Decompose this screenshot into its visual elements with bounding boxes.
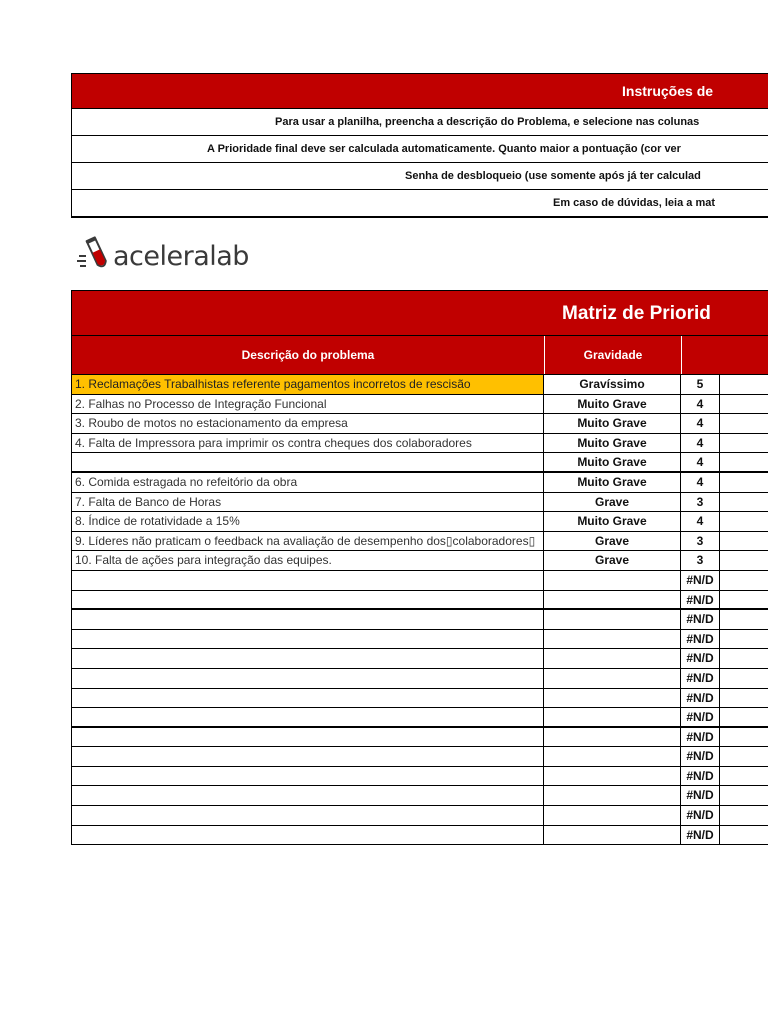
gravidade-cell[interactable]: Muito Grave (544, 512, 681, 531)
valor-cell[interactable]: 5 (681, 375, 720, 394)
descricao-cell[interactable] (72, 728, 544, 747)
instructions-block (71, 73, 768, 218)
table-row (71, 630, 768, 650)
gravidade-cell[interactable] (544, 649, 681, 668)
gravidade-cell[interactable]: Muito Grave (544, 453, 681, 471)
table-row (71, 375, 768, 395)
instruction-row[interactable] (72, 135, 768, 162)
valor-cell[interactable]: #N/D (681, 571, 720, 590)
matrix-body (71, 375, 768, 845)
gravidade-cell[interactable]: Gravíssimo (544, 375, 681, 394)
valor-cell[interactable]: 4 (681, 395, 720, 414)
descricao-cell[interactable] (72, 610, 544, 629)
valor-cell[interactable]: #N/D (681, 728, 720, 747)
descricao-cell[interactable] (72, 453, 544, 471)
valor-cell[interactable]: 3 (681, 532, 720, 551)
table-row (71, 708, 768, 728)
gravidade-cell[interactable] (544, 669, 681, 688)
valor-cell[interactable]: #N/D (681, 649, 720, 668)
gravidade-cell[interactable]: Grave (544, 493, 681, 512)
table-row (71, 610, 768, 630)
table-row (71, 434, 768, 454)
valor-cell[interactable]: 3 (681, 551, 720, 570)
descricao-cell[interactable]: 1. Reclamações Trabalhistas referente pagamentos incorretos de rescisão (72, 375, 544, 394)
gravidade-cell[interactable] (544, 728, 681, 747)
gravidade-cell[interactable] (544, 571, 681, 590)
table-row (71, 512, 768, 532)
valor-cell[interactable]: #N/D (681, 806, 720, 825)
gravidade-cell[interactable]: Grave (544, 532, 681, 551)
table-row (71, 532, 768, 552)
gravidade-cell[interactable] (544, 786, 681, 805)
gravidade-cell[interactable]: Grave (544, 551, 681, 570)
descricao-cell[interactable] (72, 689, 544, 708)
matrix-header-row (71, 336, 768, 375)
gravidade-cell[interactable] (544, 610, 681, 629)
column-header-valor[interactable] (682, 336, 721, 374)
descricao-cell[interactable]: 7. Falta de Banco de Horas (72, 493, 544, 512)
table-row (71, 551, 768, 571)
valor-cell[interactable]: 3 (681, 493, 720, 512)
descricao-cell[interactable] (72, 708, 544, 726)
column-header-descricao[interactable]: Descrição do problema (72, 336, 545, 374)
gravidade-cell[interactable] (544, 689, 681, 708)
instructions-title (72, 74, 768, 108)
table-row (71, 767, 768, 787)
gravidade-cell[interactable]: Muito Grave (544, 414, 681, 433)
gravidade-cell[interactable] (544, 806, 681, 825)
descricao-cell[interactable] (72, 767, 544, 786)
column-header-gravidade[interactable]: Gravidade (545, 336, 682, 374)
instruction-row[interactable] (72, 108, 768, 135)
descricao-cell[interactable] (72, 747, 544, 766)
valor-cell[interactable]: 4 (681, 434, 720, 453)
descricao-cell[interactable]: 3. Roubo de motos no estacionamento da empresa (72, 414, 544, 433)
gravidade-cell[interactable]: Muito Grave (544, 395, 681, 414)
descricao-cell[interactable] (72, 669, 544, 688)
gravidade-cell[interactable]: Muito Grave (544, 434, 681, 453)
valor-cell[interactable]: 4 (681, 473, 720, 492)
instruction-text: A Prioridade final deve ser calculada automaticamente. Quanto maior a pontuação (cor ver (207, 143, 681, 155)
descricao-cell[interactable]: 2. Falhas no Processo de Integração Funcional (72, 395, 544, 414)
valor-cell[interactable]: #N/D (681, 826, 720, 845)
valor-cell[interactable]: #N/D (681, 708, 720, 726)
instruction-row[interactable] (72, 189, 768, 216)
aceleralab-logo (77, 233, 249, 275)
valor-cell[interactable]: #N/D (681, 610, 720, 629)
test-tube-icon (77, 234, 111, 274)
table-row (71, 747, 768, 767)
descricao-cell[interactable]: 4. Falta de Impressora para imprimir os contra cheques dos colaboradores (72, 434, 544, 453)
logo-text: aceleralab (113, 240, 249, 272)
descricao-cell[interactable]: 6. Comida estragada no refeitório da obra (72, 473, 544, 492)
gravidade-cell[interactable] (544, 708, 681, 726)
valor-cell[interactable]: #N/D (681, 689, 720, 708)
valor-cell[interactable]: #N/D (681, 669, 720, 688)
instruction-text: Para usar a planilha, preencha a descrição do Problema, e selecione nas colunas (275, 116, 700, 128)
gravidade-cell[interactable] (544, 767, 681, 786)
valor-cell[interactable]: 4 (681, 453, 720, 471)
priority-matrix (71, 290, 768, 845)
descricao-cell[interactable] (72, 630, 544, 649)
gravidade-cell[interactable]: Muito Grave (544, 473, 681, 492)
table-row (71, 591, 768, 611)
gravidade-cell[interactable] (544, 591, 681, 609)
descricao-cell[interactable]: 8. Índice de rotatividade a 15% (72, 512, 544, 531)
gravidade-cell[interactable] (544, 747, 681, 766)
valor-cell[interactable]: 4 (681, 512, 720, 531)
valor-cell[interactable]: 4 (681, 414, 720, 433)
table-row (71, 826, 768, 846)
descricao-cell[interactable] (72, 591, 544, 609)
valor-cell[interactable]: #N/D (681, 747, 720, 766)
descricao-cell[interactable] (72, 786, 544, 805)
descricao-cell[interactable] (72, 806, 544, 825)
table-row (71, 669, 768, 689)
descricao-cell[interactable]: 10. Falta de ações para integração das equipes. (72, 551, 544, 570)
table-row (71, 395, 768, 415)
matrix-title (71, 290, 768, 336)
table-row (71, 473, 768, 493)
table-row (71, 649, 768, 669)
table-row (71, 571, 768, 591)
table-row (71, 453, 768, 473)
descricao-cell[interactable] (72, 571, 544, 590)
table-row (71, 806, 768, 826)
descricao-cell[interactable] (72, 649, 544, 668)
instruction-text: Senha de desbloqueio (use somente após já ter calculad (405, 170, 701, 182)
table-row (71, 689, 768, 709)
valor-cell[interactable]: #N/D (681, 630, 720, 649)
descricao-cell[interactable] (72, 826, 544, 845)
table-row (71, 414, 768, 434)
valor-cell[interactable]: #N/D (681, 786, 720, 805)
gravidade-cell[interactable] (544, 826, 681, 845)
table-row (71, 493, 768, 513)
instruction-text: Em caso de dúvidas, leia a mat (553, 197, 716, 209)
table-row (71, 786, 768, 806)
instructions-title-text: Instruções de (622, 83, 714, 99)
valor-cell[interactable]: #N/D (681, 591, 720, 609)
table-row (71, 728, 768, 748)
descricao-cell[interactable]: 9. Líderes não praticam o feedback na avaliação de desempenho dos▯colaboradores▯ (72, 532, 544, 551)
gravidade-cell[interactable] (544, 630, 681, 649)
instruction-row[interactable] (72, 162, 768, 189)
valor-cell[interactable]: #N/D (681, 767, 720, 786)
matrix-title-text: Matriz de Priorid (562, 303, 711, 324)
